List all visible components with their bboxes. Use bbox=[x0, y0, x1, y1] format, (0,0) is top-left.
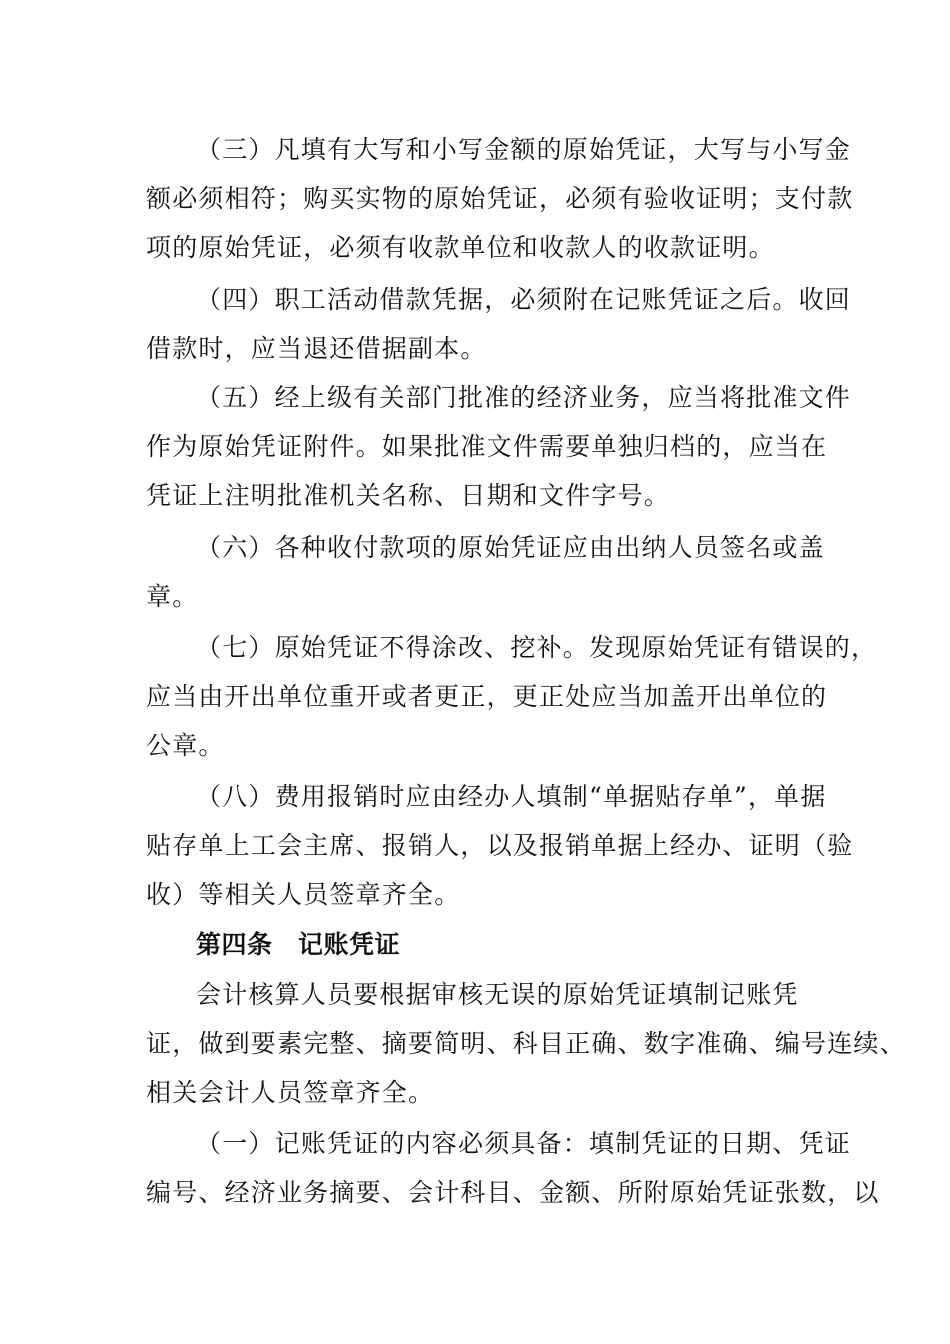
paragraph-8-line-1: （八）费用报销时应由经办人填制“单据贴存单”，单据 bbox=[196, 782, 827, 811]
paragraph-4-line-2: 借款时，应当退还借据副本。 bbox=[146, 334, 487, 363]
paragraph-3-line-1: （三）凡填有大写和小写金额的原始凭证，大写与小写金 bbox=[196, 135, 852, 164]
paragraph-7-line-2: 应当由开出单位重开或者更正，更正处应当加盖开出单位的 bbox=[146, 682, 828, 711]
paragraph-8-line-2: 贴存单上工会主席、报销人，以及报销单据上经办、证明（验 bbox=[146, 831, 854, 860]
paragraph-6-line-1: （六）各种收付款项的原始凭证应由出纳人员签名或盖 bbox=[196, 533, 825, 562]
paragraph-5-line-1: （五）经上级有关部门批准的经济业务，应当将批准文件 bbox=[196, 383, 852, 412]
paragraph-1-line-2: 编号、经济业务摘要、会计科目、金额、所附原始凭证张数，以 bbox=[146, 1178, 880, 1207]
paragraph-3-line-3: 项的原始凭证，必须有收款单位和收款人的收款证明。 bbox=[146, 233, 775, 262]
article-4-intro-line-2: 证，做到要素完整、摘要简明、科目正确、数字准确、编号连续、 bbox=[146, 1029, 906, 1058]
article-4-intro-line-3: 相关会计人员签章齐全。 bbox=[146, 1078, 435, 1107]
section-heading-article-4: 第四条 记账凭证 bbox=[196, 930, 401, 959]
paragraph-4-line-1: （四）职工活动借款凭据，必须附在记账凭证之后。收回 bbox=[196, 285, 852, 314]
paragraph-5-line-2: 作为原始凭证附件。如果批准文件需要单独归档的，应当在 bbox=[146, 432, 828, 461]
paragraph-5-line-3: 凭证上注明批准机关名称、日期和文件字号。 bbox=[146, 481, 671, 510]
paragraph-3-line-2: 额必须相符；购买实物的原始凭证，必须有验收证明；支付款 bbox=[146, 184, 854, 213]
article-4-intro-line-1: 会计核算人员要根据审核无误的原始凭证填制记账凭 bbox=[196, 980, 799, 1009]
paragraph-6-line-2: 章。 bbox=[146, 582, 199, 611]
paragraph-8-line-3: 收）等相关人员签章齐全。 bbox=[146, 880, 461, 909]
paragraph-7-line-1: （七）原始凭证不得涂改、挖补。发现原始凭证有错误的， bbox=[196, 633, 878, 662]
paragraph-1-line-1: （一）记账凭证的内容必须具备：填制凭证的日期、凭证 bbox=[196, 1129, 852, 1158]
paragraph-7-line-3: 公章。 bbox=[146, 731, 225, 760]
